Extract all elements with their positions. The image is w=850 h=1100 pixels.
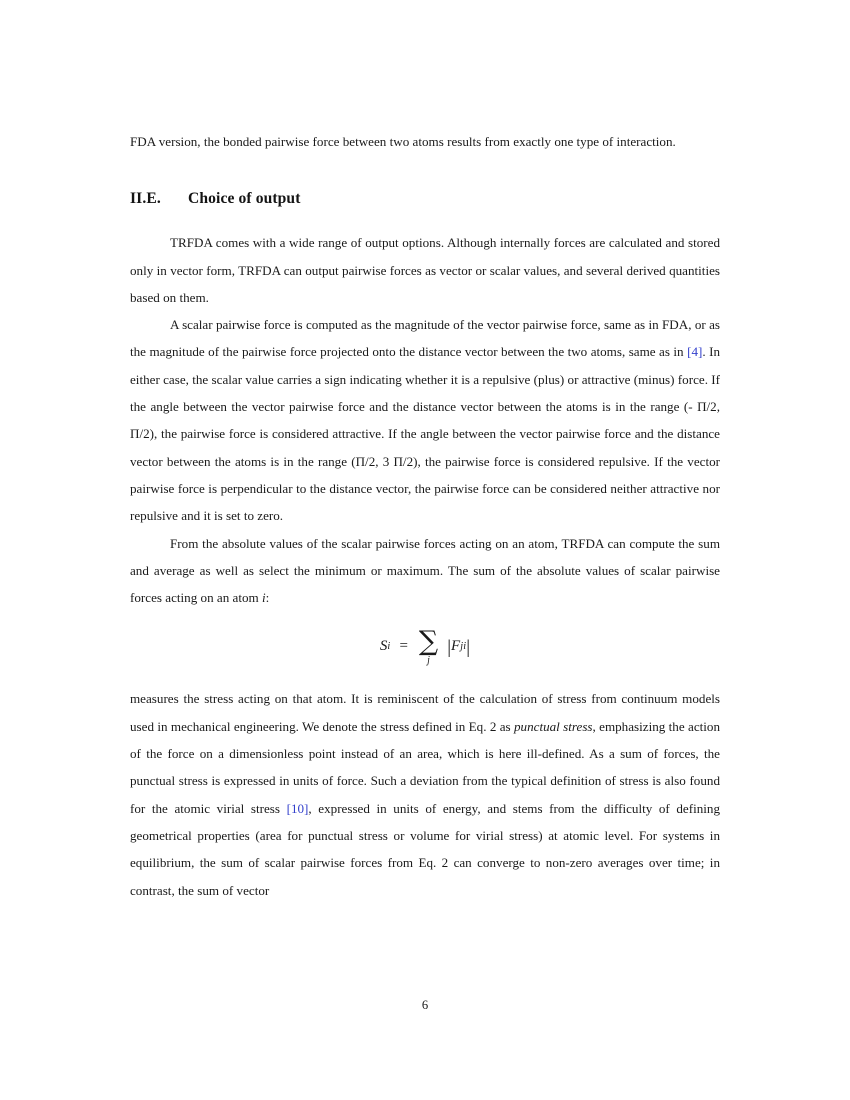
inline-variable-i: i: [261, 590, 266, 606]
paragraph-absolute-values: [130, 530, 720, 612]
page-number: 6: [421, 998, 429, 1012]
paragraph-text-after-citation: . In either case, the scalar value carries a sign indicating whether it is a repulsive (plus) or attractive (minus) force. If the angle between the vector pairwise force and the distance vector between the atoms is in the range (- Π/2, Π/2), the pairwise force is considered attractive. If the angle between the vector pairwise force and the distance vector between the atoms is in the range (Π/2, 3 Π/2), the pairwise force is considered repulsive. If the vector pairwise force is perpendicular to the distance vector, the pairwise force can be considered neither attractive nor repulsive and it is set to zero.: [130, 344, 720, 524]
equation-lhs-symbol: S: [379, 638, 388, 655]
equation-lhs-subscript: i: [387, 641, 391, 653]
paragraph-text-before-citation: A scalar pairwise force is computed as the magnitude of the vector pairwise force, same as in FDA, or as the magnitude of the pairwise force projected onto the distance vector between the two atoms, same as in: [130, 317, 720, 360]
page-content: [130, 128, 720, 904]
paragraph-colon: :: [265, 590, 270, 606]
section-heading: [130, 187, 720, 211]
paragraph-output-options: TRFDA comes with a wide range of output options. Although internally forces are calculated and stored only in vector form, TRFDA can output pairwise forces as vector or scalar values, and several derived quantities based on them.: [130, 235, 720, 305]
equation-operand: [447, 637, 471, 659]
absolute-bar-left: |: [447, 637, 452, 659]
paragraph-text-measures-stress: measures the stress acting on that atom. It is reminiscent of the calculation of stress from continuum models used in mechanical engineering. We denote the stress defined in Eq. 2 as: [130, 691, 720, 734]
equation-equals-sign: =: [399, 638, 408, 655]
paragraph-text-sum-average: From the absolute values of the scalar pairwise forces acting on an atom, TRFDA can compute the sum and average as well as select the minimum or maximum. The sum of the absolute values of scalar pairwise forces acting on an atom: [130, 535, 720, 606]
citation-link-4[interactable]: [4]: [687, 344, 703, 360]
summation-operator: [418, 626, 439, 666]
equation-operand-symbol: F: [451, 638, 461, 655]
paragraph-scalar-pairwise-force: [130, 311, 720, 529]
paragraph-stress-discussion: [130, 685, 720, 903]
sigma-icon: ∑: [418, 626, 439, 658]
display-equation: [130, 611, 720, 685]
paragraph-text-emphasizing: , emphasizing the action of the force on a dimensionless point instead of an area, which is here ill-defined. As a sum of forces, the punctual stress is expressed in units of force. Such a deviation from the typical definition of stress is also found for the atomic virial stress: [130, 718, 720, 816]
intro-paragraph: FDA version, the bonded pairwise force between two atoms results from exactly one type of interaction.: [130, 134, 676, 149]
summation-index: j: [427, 654, 430, 666]
emphasis-punctual-stress: punctual stress: [514, 718, 593, 734]
section-title: Choice of output: [188, 190, 301, 208]
section-number: II.E.: [130, 190, 161, 208]
citation-link-10[interactable]: [10]: [286, 800, 309, 816]
equation-content: [379, 626, 471, 666]
absolute-bar-right: |: [466, 637, 471, 659]
equation-operand-subscript: ji: [460, 641, 467, 653]
paragraph-text-expressed-units: , expressed in units of energy, and stems from the difficulty of defining geometrical properties (area for punctual stress or volume for virial stress) at atomic level. For systems in equilibrium, the sum of scalar pairwise forces from Eq. 2 can converge to non-zero averages over time; in contrast, the sum of vector: [130, 800, 720, 898]
spacer-before-heading: [130, 155, 720, 187]
spacer-after-heading: [130, 211, 720, 229]
